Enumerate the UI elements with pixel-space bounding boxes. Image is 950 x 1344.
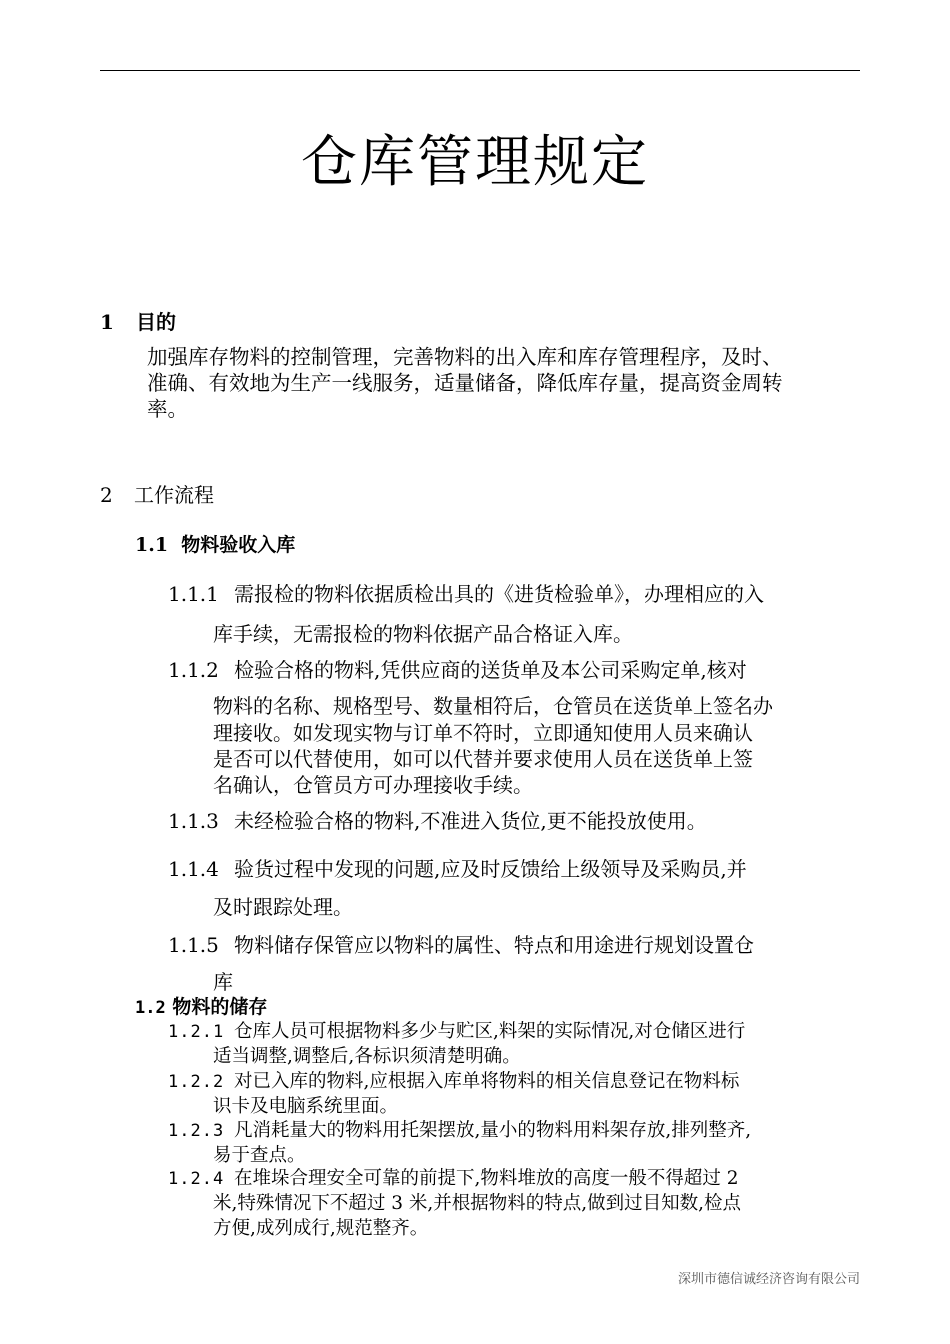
section-2-title: 工作流程 [134,483,214,507]
page-title: 仓库管理规定 [301,130,649,195]
item-text-continued: 是否可以代替使用，如可以代替并要求使用人员在送货单上签 [213,747,753,771]
section-1-heading [100,306,176,335]
list-item [168,578,764,607]
item-number: 1.2.4 [168,1169,225,1189]
subsection-1-1-title: 物料验收入库 [181,534,296,556]
paragraph-line: 准确、有效地为生产一线服务，适量储备，降低库存量，提高资金周转 [147,371,783,395]
item-text-continued: 方便,成列成行,规范整齐。 [213,1218,429,1239]
list-item [168,853,747,882]
section-1-title: 目的 [136,310,176,334]
subsection-1-2-heading [135,992,267,1019]
item-number: 1.1.1 [168,582,219,606]
list-item [168,1017,745,1043]
item-number: 1.2.1 [168,1022,225,1042]
section-2-number: 2 [100,483,113,507]
item-number: 1.1.3 [168,809,219,833]
item-number: 1.1.5 [168,933,219,957]
item-text-continued: 库 [213,970,233,994]
item-text: 对已入库的物料,应根据入库单将物料的相关信息登记在物料标 [234,1071,740,1092]
item-text-continued: 及时跟踪处理。 [213,895,353,919]
section-1-paragraph [147,344,783,422]
subsection-1-1-heading [135,530,295,557]
item-text-continued: 米,特殊情况下不超过 3 米,并根据物料的特点,做到过目知数,检点 [213,1193,742,1214]
subsection-1-2-number: 1.2 [135,998,166,1018]
top-rule [100,70,860,71]
list-item [168,1164,739,1190]
paragraph-line: 加强库存物料的控制管理，完善物料的出入库和库存管理程序，及时、 [147,345,783,369]
list-item [168,805,707,834]
item-text-continued: 库手续，无需报检的物料依据产品合格证入库。 [213,622,633,646]
item-number: 1.1.2 [168,658,219,682]
item-text-continued: 易于查点。 [213,1145,306,1166]
list-item [168,929,754,958]
subsection-1-1-number: 1.1 [135,534,169,556]
item-text-continued: 名确认，仓管员方可办理接收手续。 [213,773,533,797]
list-item [168,1067,739,1093]
footer-company-name: 深圳市德信诚经济咨询有限公司 [677,1272,860,1287]
item-text: 验货过程中发现的问题,应及时反馈给上级领导及采购员,并 [234,857,747,881]
item-text-continued: 物料的名称、规格型号、数量相符后，仓管员在送货单上签名办 [213,694,773,718]
section-1-number: 1 [100,310,114,334]
item-text: 物料储存保管应以物料的属性、特点和用途进行规划设置仓 [234,933,754,957]
list-item [168,654,747,683]
subsection-1-2-title: 物料的储存 [172,996,268,1018]
list-item [168,1116,751,1142]
item-text-continued: 识卡及电脑系统里面。 [213,1096,399,1117]
item-text-continued: 理接收。如发现实物与订单不符时，立即通知使用人员来确认 [213,721,753,745]
item-number: 1.2.3 [168,1121,225,1141]
item-number: 1.1.4 [168,857,219,881]
item-text: 需报检的物料依据质检出具的《进货检验单》，办理相应的入 [234,582,764,606]
item-text: 仓库人员可根据物料多少与贮区,料架的实际情况,对仓储区进行 [234,1021,746,1042]
item-text: 检验合格的物料,凭供应商的送货单及本公司采购定单,核对 [234,658,747,682]
item-text: 凡消耗量大的物料用托架摆放,量小的物料用料架存放,排列整齐, [234,1120,752,1141]
paragraph-line: 率。 [147,397,188,421]
item-number: 1.2.2 [168,1072,225,1092]
item-text: 未经检验合格的物料,不准进入货位,更不能投放使用。 [234,809,707,833]
section-2-heading [100,479,214,508]
item-text-continued: 适当调整,调整后,各标识须清楚明确。 [213,1046,521,1067]
item-text: 在堆垛合理安全可靠的前提下,物料堆放的高度一般不得超过 2 [234,1168,739,1189]
